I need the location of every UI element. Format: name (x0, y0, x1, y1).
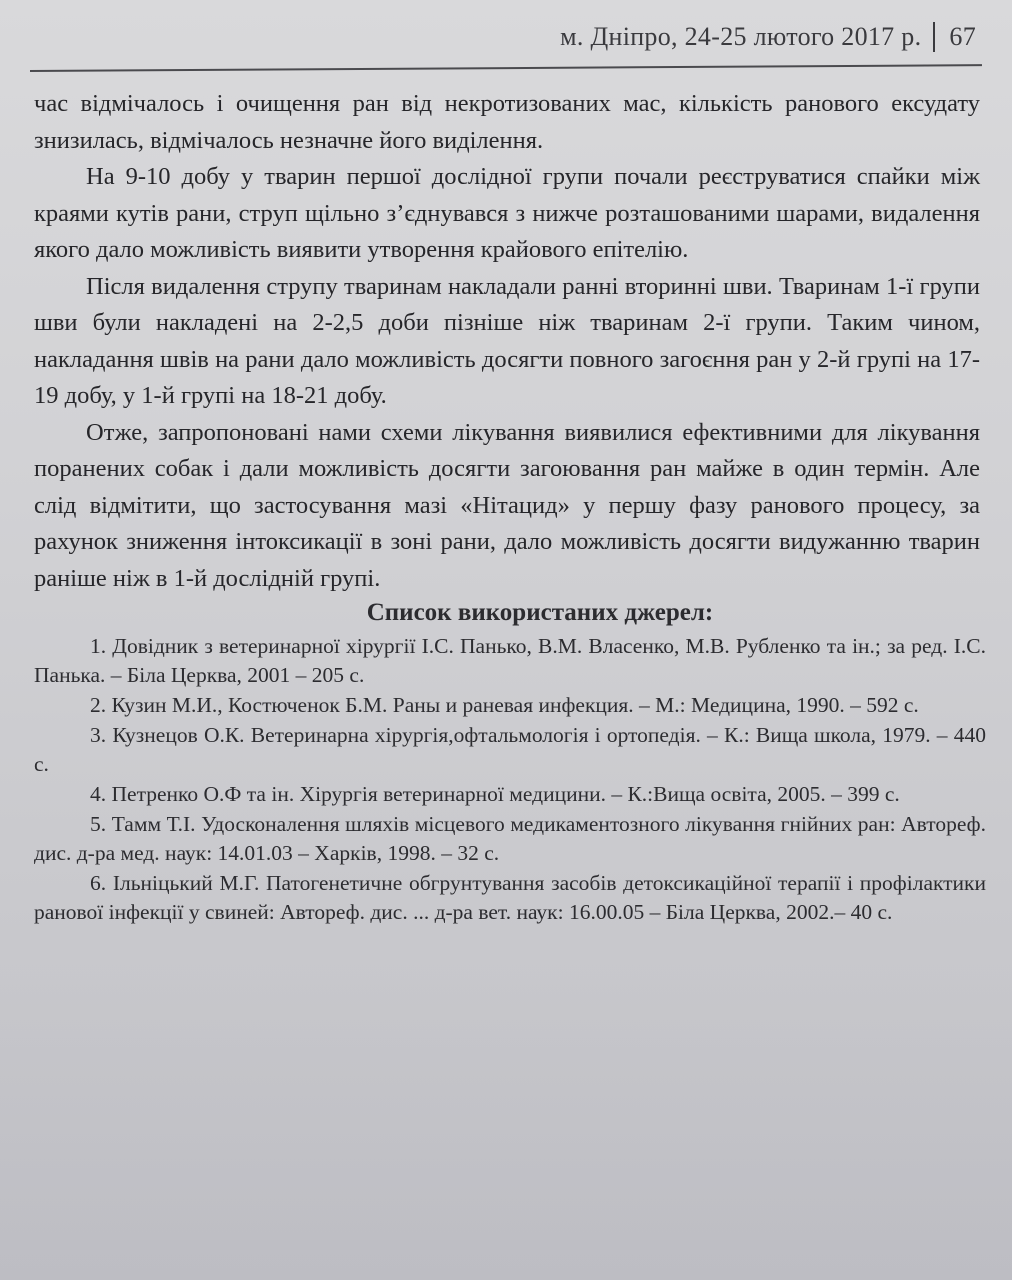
reference-item-6: 6. Ільніцький М.Г. Патогенетичне обгрунтування засобів детоксикаційної терапії і профілактики ранової інфекції у свиней: Автореф. дис. ... д-ра вет. наук: 16.00.05 – Біла Церква, 2002.– 40 с. (34, 871, 986, 924)
reference-item-4: 4. Петренко О.Ф та ін. Хірургія ветеринарної медицини. – К.:Вища освіта, 2005. – 399 с. (90, 782, 900, 806)
running-header (560, 22, 976, 52)
paragraph-3: Після видалення струпу тваринам накладали ранні вторинні шви. Тваринам 1-ї групи шви були накладені на 2-2,5 доби пізніше ніж тваринам 2-ї групи. Таким чином, накладання швів на рани дало можливість досягти повного загоєння ран у 2-й групі на 17-19 добу, у 1-й групі на 18-21 добу. (34, 272, 980, 409)
references-title: Список використаних джерел: (366, 599, 714, 626)
paragraph-4: Отже, запропоновані нами схеми лікування виявилися ефективними для лікування поранених собак і дали можливість досягти загоювання ран майже в один термін. Але слід відмітити, що застосування мазі «Нітацид» у першу фазу ранового процесу, за рахунок зниження інтоксикації в зоні рани, дало можливість досягти видужанню тварин раніше ніж в 1-й дослідній групі. (34, 418, 980, 592)
header-location-date: м. Дніпро, 24-25 лютого 2017 р. (560, 22, 922, 51)
reference-item-3: 3. Кузнецов О.К. Ветеринарна хірургія,офтальмологія і ортопедія. – К.: Вища школа, 1979. – 440 с. (34, 723, 986, 776)
reference-item-5: 5. Тамм Т.І. Удосконалення шляхів місцевого медикаментозного лікування гнійних ран: Автореф. дис. д-ра мед. наук: 14.01.03 – Харків, 1998. – 32 с. (34, 812, 986, 865)
body-text (34, 86, 980, 597)
page-number: 67 (949, 22, 976, 51)
reference-item-1: 1. Довідник з ветеринарної хірургії І.С. Панько, В.М. Власенко, М.В. Рубленко та ін.; за ред. І.С. Панька. – Біла Церква, 2001 – 205 с. (34, 634, 986, 687)
header-separator (933, 22, 935, 52)
paragraph-2: На 9-10 добу у тварин першої дослідної групи почали реєструватися спайки між краями кутів рани, струп щільно з’єднувався з нижче розташованими шарами, видалення якого дало можливість виявити утворення крайового епітелію. (34, 163, 980, 263)
page-shadow (0, 960, 1012, 1280)
references-section (34, 596, 986, 928)
header-rule (30, 64, 982, 72)
paragraph-1: час відмічалось і очищення ран від некротизованих мас, кількість ранового ексудату знизилась, відмічалось незначне його виділення. (34, 90, 980, 154)
reference-item-2: 2. Кузин М.И., Костюченок Б.М. Раны и раневая инфекция. – М.: Медицина, 1990. – 592 с. (90, 693, 919, 717)
